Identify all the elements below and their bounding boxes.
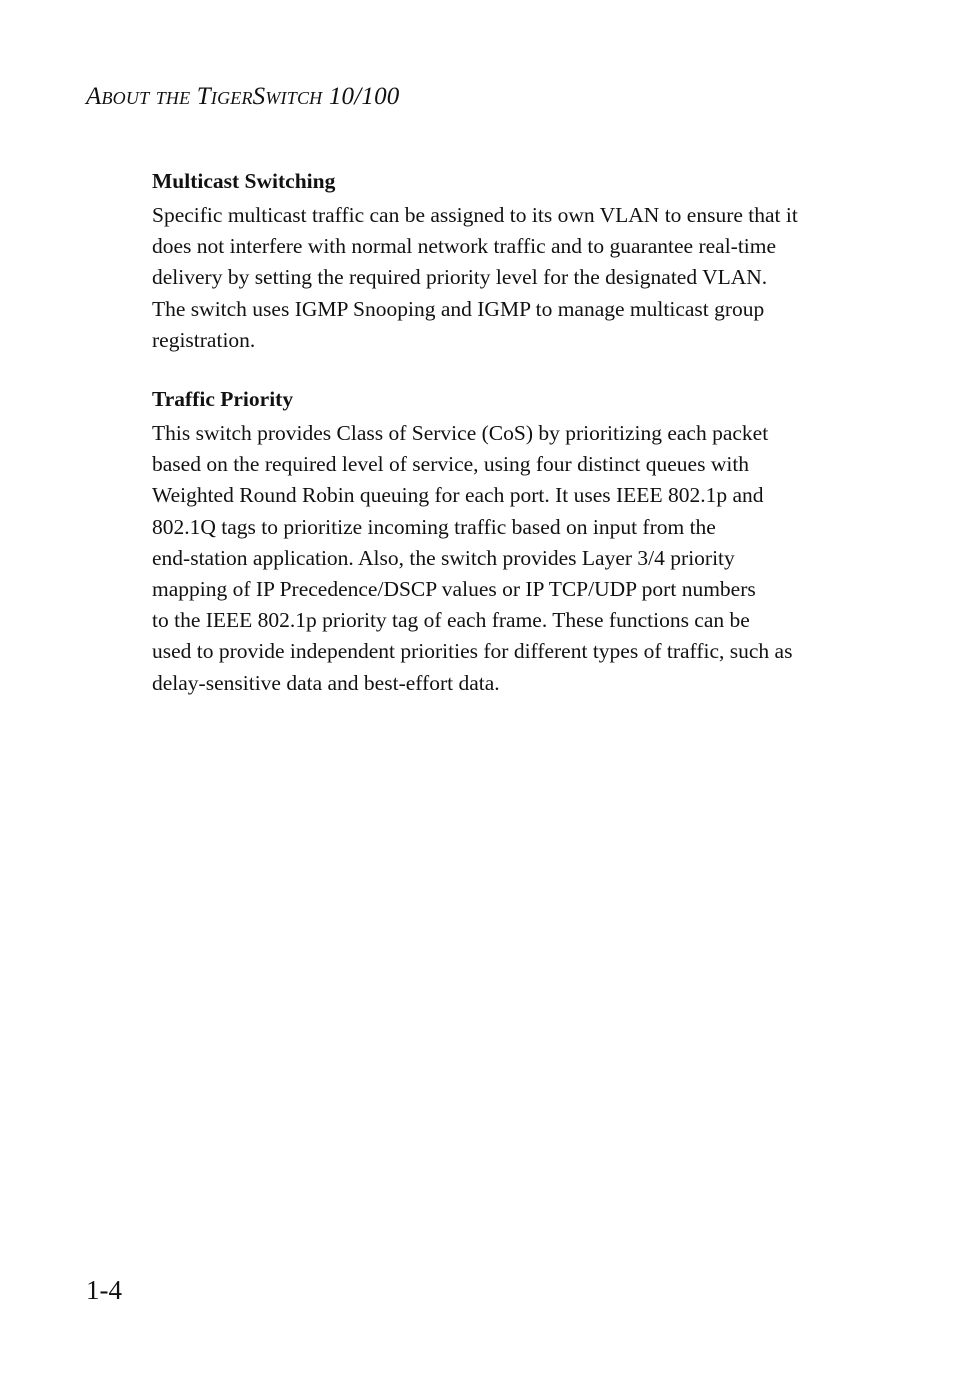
section-body	[152, 418, 852, 699]
section-body	[152, 200, 852, 356]
text-line: 802.1Q tags to prioritize incoming traffic based on input from the	[152, 514, 716, 539]
text-line: This switch provides Class of Service (CoS) by prioritizing each packet	[152, 421, 769, 446]
text-line: delay-sensitive data and best-effort data.	[152, 670, 500, 695]
text-line: The switch uses IGMP Snooping and IGMP to manage multicast group	[152, 296, 765, 321]
text-line: mapping of IP Precedence/DSCP values or IP TCP/UDP port numbers	[152, 577, 756, 602]
text-line: used to provide independent priorities for different types of traffic, such as	[152, 639, 793, 664]
page-content	[152, 166, 852, 699]
text-line: based on the required level of service, using four distinct queues with	[152, 452, 750, 477]
text-line: registration.	[152, 327, 256, 352]
section-heading: Traffic Priority	[152, 387, 294, 412]
page-number: 1-4	[86, 1275, 122, 1305]
text-line: end-station application. Also, the switch provides Layer 3/4 priority	[152, 545, 735, 570]
section-multicast-switching	[152, 166, 852, 356]
text-line: does not interfere with normal network traffic and to guarantee real-time	[152, 234, 777, 259]
text-line: to the IEEE 802.1p priority tag of each frame. These functions can be	[152, 608, 750, 633]
text-line: delivery by setting the required priority level for the designated VLAN.	[152, 265, 768, 290]
section-heading: Multicast Switching	[152, 169, 336, 193]
section-traffic-priority	[152, 384, 852, 699]
text-line: Specific multicast traffic can be assigned to its own VLAN to ensure that it	[152, 203, 798, 227]
running-header: About the TigerSwitch 10/100	[86, 83, 400, 110]
text-line: Weighted Round Robin queuing for each port. It uses IEEE 802.1p and	[152, 483, 764, 508]
